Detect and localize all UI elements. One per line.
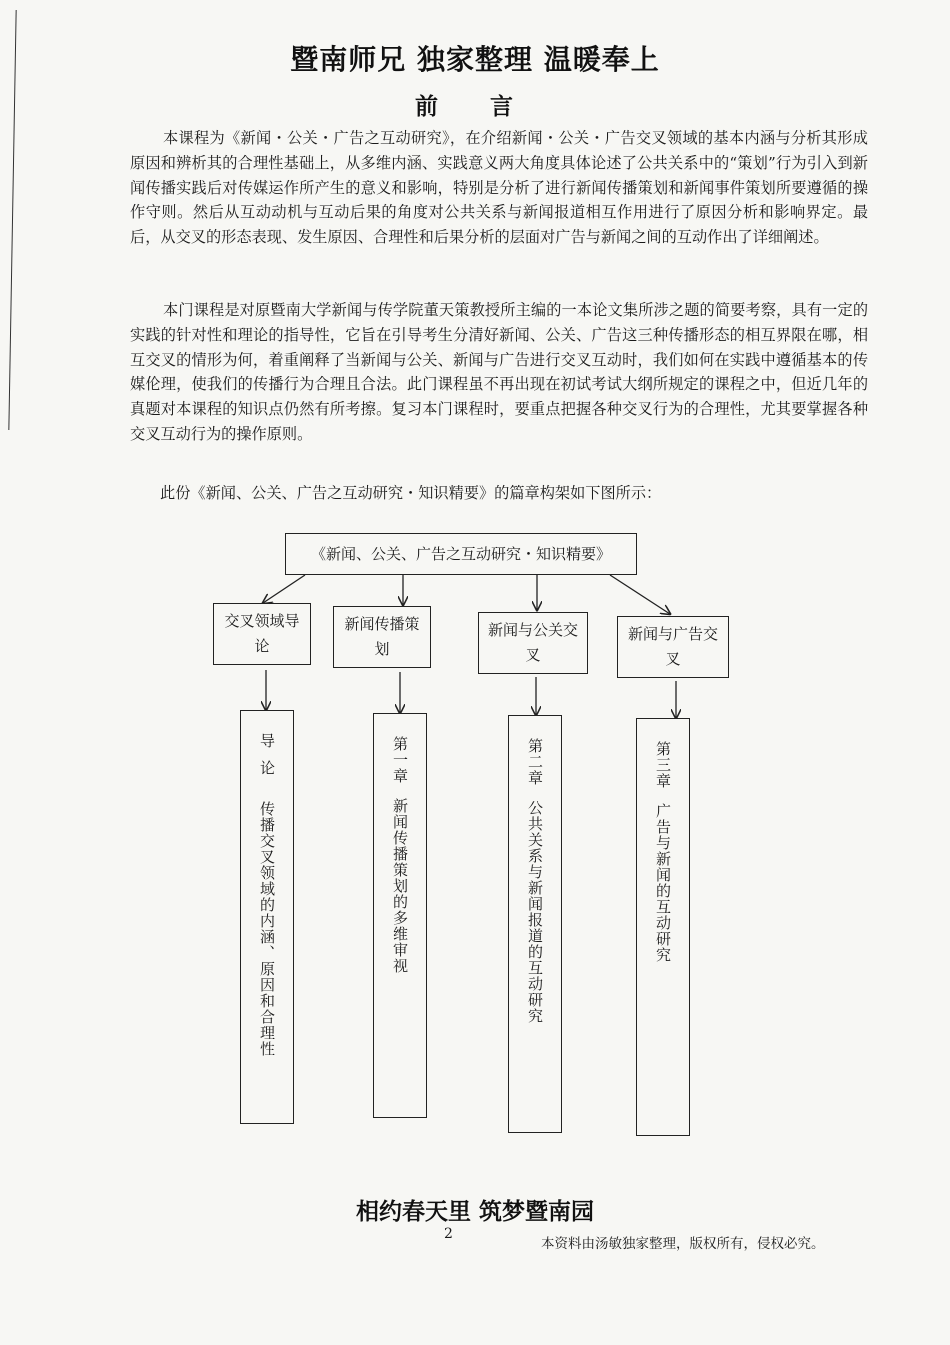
section-box-4: 新闻与广告交叉	[617, 616, 729, 678]
chapter-title-1: 新闻传播策划的多维审视	[391, 798, 409, 974]
intro-paragraph-2: 本门课程是对原暨南大学新闻与传学院董天策教授所主编的一本论文集所涉之题的简要考察，具有一定的实践的针对性和理论的指导性，它旨在引导考生分清好新闻、公关、广告这三种传播形态的相互界限在哪，相互交叉的情形为何，着重阐释了当新闻与公关、新闻与广告进行交叉互动时，我们如何在实践中遵循基本的传媒伦理，使我们的传播行为合理且合法。此门课程虽不再出现在初试考试大纲所规定的课程之中，但近几年的真题对本课程的知识点仍然有所考擦。复习本门课程时，要重点把握各种交叉行为的合理性，尤其要掌握各种交叉互动行为的操作原则。	[130, 301, 868, 443]
section-box-1: 交叉领域导论	[213, 603, 311, 665]
chapter-box-1	[373, 713, 427, 1118]
chapter-head-3: 第三章	[654, 741, 672, 789]
diagram-root-box: 《新闻、公关、广告之互动研究・知识精要》	[285, 533, 637, 575]
page-title: 前 言	[414, 93, 535, 120]
chapter-title-3: 广告与新闻的互动研究	[654, 803, 672, 963]
page-number: 2	[444, 1226, 453, 1242]
chapter-head-2: 第二章	[526, 738, 544, 786]
connector-root-to-section-1	[263, 575, 305, 603]
intro-paragraph-3: 此份《新闻、公关、广告之互动研究・知识精要》的篇章构架如下图所示：	[160, 484, 662, 502]
section-box-2: 新闻传播策划	[333, 606, 431, 668]
connector-root-to-section-4	[610, 575, 670, 614]
chapter-title-intro: 传播交叉领域的内涵、原因和合理性	[258, 801, 276, 1057]
intro-paragraph-1: 本课程为《新闻・公关・广告之互动研究》，在介绍新闻・公关・广告交叉领域的基本内涵与分析其形成原因和辨析其的合理性基础上，从多维内涵、实践意义两大角度具体论述了公共关系中的“策划”行为引入到新闻传播实践后对传媒运作所产生的意义和影响，特别是分析了进行新闻传播策划和新闻事件策划所要遵循的操作守则。然后从互动动机与互动后果的角度对公共关系与新闻报道相互作用进行了原因分析和影响界定。最后，从交叉的形态表现、发生原因、合理性和后果分析的层面对广告与新闻之间的互动作出了详细阐述。	[130, 129, 868, 247]
chapter-box-2	[508, 715, 562, 1133]
copyright-notice: 本资料由汤敏独家整理，版权所有，侵权必究。	[541, 1236, 825, 1252]
chapter-title-2: 公共关系与新闻报道的互动研究	[526, 800, 544, 1024]
chapter-head-1: 第一章	[391, 736, 409, 784]
chapter-head-intro: 导论	[258, 733, 276, 787]
section-box-3: 新闻与公关交叉	[478, 612, 588, 674]
header-banner: 暨南师兄 独家整理 温暖奉上	[290, 43, 660, 76]
chapter-box-3	[636, 718, 690, 1136]
chapter-box-intro	[240, 710, 294, 1124]
footer-slogan: 相约春天里 筑梦暨南园	[355, 1199, 594, 1225]
